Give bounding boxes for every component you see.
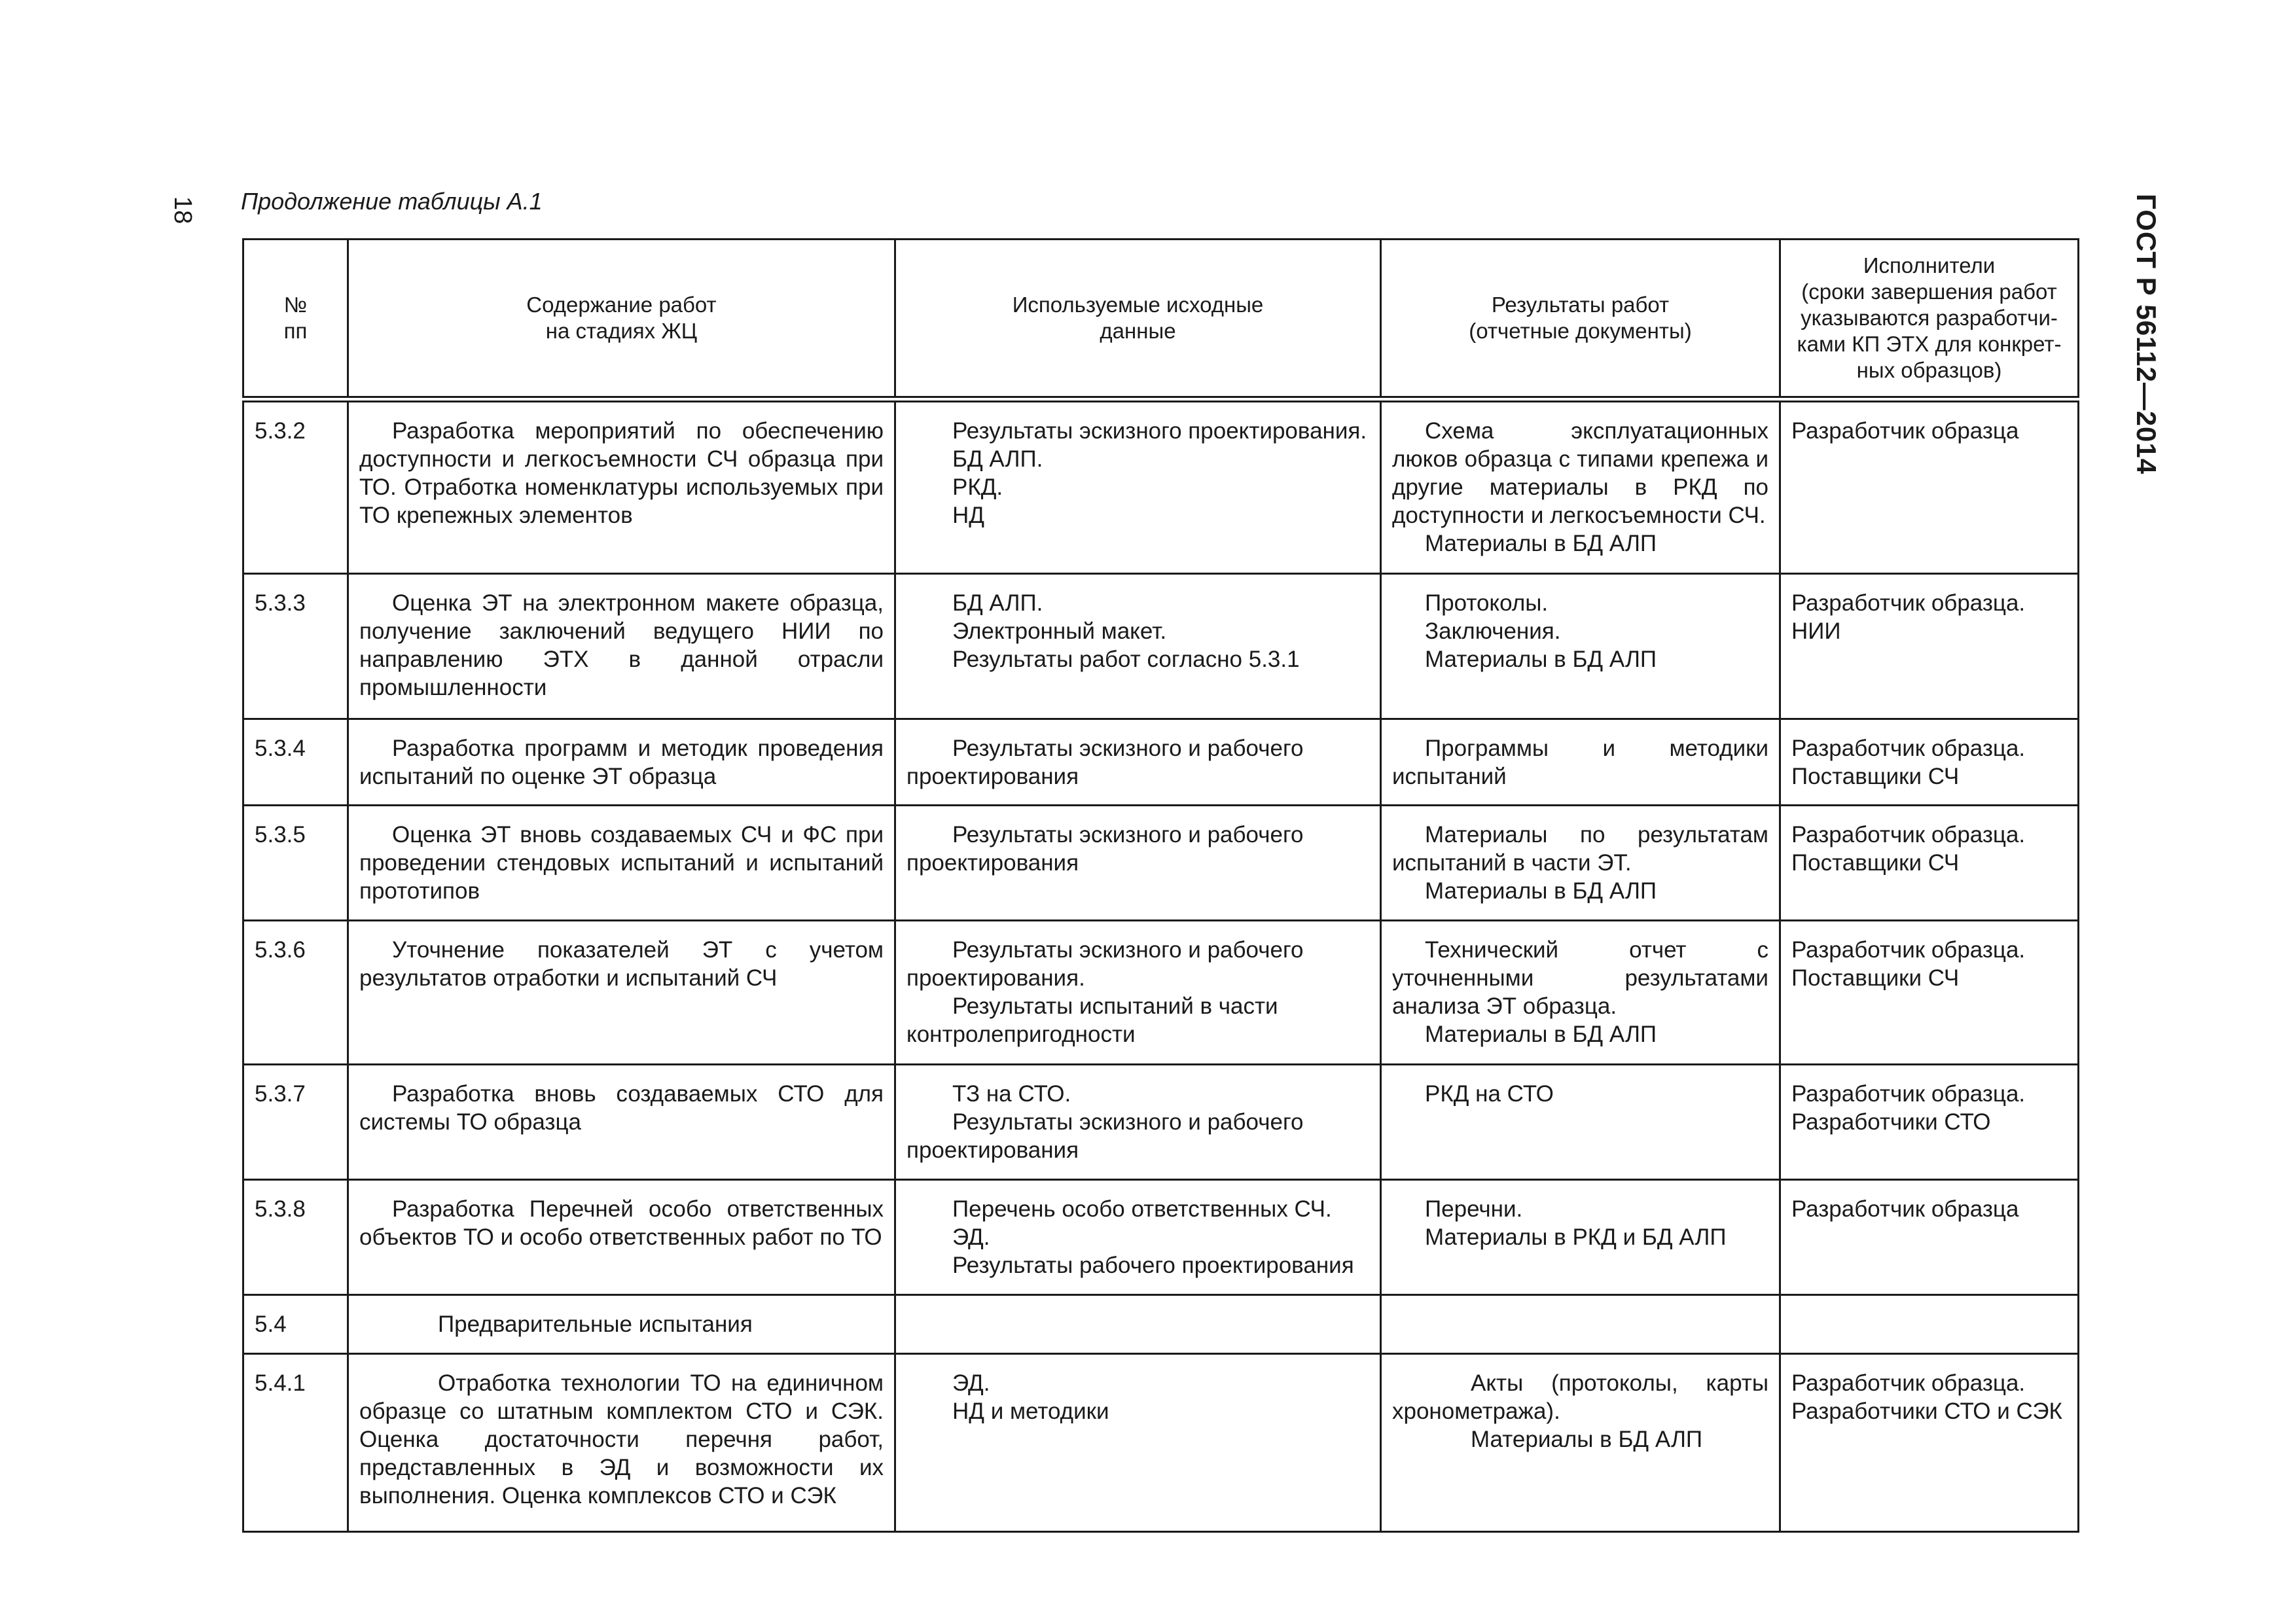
executors-line: Разработчики СТО и СЭК (1791, 1398, 2062, 1424)
executors-line: Разработчик образца (1791, 418, 2019, 444)
header-source-data (895, 240, 1381, 400)
executors-line: НИИ (1791, 618, 1841, 644)
table-row (243, 1294, 2079, 1353)
header-text: Результаты работ (1491, 293, 1670, 317)
work-content-line: Разработка программ и методик проведения испытаний по оценке ЭТ образца (359, 735, 884, 789)
executors-line: Разработчик образца (1791, 1196, 2019, 1222)
executors-cell (1780, 1064, 2079, 1179)
source-data-line: Результаты эскизного проектирования. (952, 418, 1367, 444)
executors-line: Поставщики СЧ (1791, 965, 1960, 991)
executors-line: Разработчик образца. (1791, 1080, 2026, 1107)
results-line: Протоколы. (1425, 590, 1549, 616)
work-content-line: Отработка технологии ТО на единичном образце со штатным комплектом СТО и СЭК. Оценка достаточности перечня работ, представленных в ЭД и возможности их выполнения. Оценка комплексов СТО и СЭК (359, 1370, 884, 1508)
row-number: 5.4.1 (243, 1353, 348, 1531)
source-data-cell (895, 1064, 1381, 1179)
work-content-cell (348, 920, 895, 1064)
results-cell (1381, 573, 1780, 719)
results-line: Акты (протоколы, карты хронометража). (1392, 1370, 1768, 1424)
source-data-line: Результаты эскизного и рабочего проектирования (906, 1109, 1304, 1163)
row-number: 5.3.3 (243, 573, 348, 719)
source-data-line: БД АЛП. (952, 590, 1043, 616)
executors-cell (1780, 805, 2079, 920)
source-data-line: Результаты эскизного и рабочего проектирования (906, 821, 1304, 876)
results-cell (1381, 1064, 1780, 1179)
executors-line: Разработчик образца. (1791, 936, 2026, 963)
source-data-line: ТЗ на СТО. (952, 1080, 1071, 1107)
source-data-line: Электронный макет. (952, 618, 1167, 644)
results-line: Материалы в БД АЛП (1425, 1021, 1657, 1047)
row-number: 5.3.8 (243, 1179, 348, 1294)
source-data-line: Результаты эскизного и рабочего проектирования (906, 735, 1304, 789)
results-line: Материалы в БД АЛП (1471, 1426, 1703, 1452)
row-number: 5.3.5 (243, 805, 348, 920)
header-text: указываются разработчи- (1801, 306, 2058, 330)
header-number (243, 240, 348, 400)
source-data-line: БД АЛП. (952, 446, 1043, 472)
source-data-cell (895, 719, 1381, 805)
source-data-line: ЭД. (952, 1370, 990, 1396)
executors-line: Разработчик образца. (1791, 735, 2026, 761)
executors-cell (1780, 920, 2079, 1064)
header-executors (1780, 240, 2079, 400)
executors-cell (1780, 1353, 2079, 1531)
results-line: Материалы в РКД и БД АЛП (1425, 1224, 1727, 1250)
row-number: 5.3.2 (243, 399, 348, 573)
source-data-line: РКД. (952, 474, 1003, 500)
header-text: пп (283, 319, 308, 343)
header-content (348, 240, 895, 400)
work-content-cell (348, 1179, 895, 1294)
results-cell (1381, 1294, 1780, 1353)
work-content-cell (348, 1294, 895, 1353)
results-cell (1381, 1179, 1780, 1294)
header-row (243, 240, 2079, 400)
results-cell (1381, 920, 1780, 1064)
table-row (243, 1179, 2079, 1294)
source-data-line: Результаты работ согласно 5.3.1 (952, 646, 1300, 672)
work-content-cell (348, 1353, 895, 1531)
executors-cell (1780, 1179, 2079, 1294)
source-data-line: Результаты эскизного и рабочего проектирования. (906, 936, 1304, 991)
results-line: Перечни. (1425, 1196, 1523, 1222)
work-content-line: Уточнение показателей ЭТ с учетом результатов отработки и испытаний СЧ (359, 936, 884, 991)
results-line: РКД на СТО (1425, 1080, 1554, 1107)
executors-line: Разработчик образца. (1791, 821, 2026, 847)
source-data-cell (895, 920, 1381, 1064)
row-number: 5.4 (243, 1294, 348, 1353)
source-data-line: Перечень особо ответственных СЧ. (952, 1196, 1332, 1222)
source-data-cell (895, 1179, 1381, 1294)
work-content-cell (348, 573, 895, 719)
works-table (242, 238, 2079, 1533)
row-number: 5.3.4 (243, 719, 348, 805)
row-number: 5.3.6 (243, 920, 348, 1064)
work-content-cell (348, 805, 895, 920)
header-text: ных образцов) (1856, 358, 2002, 382)
executors-cell (1780, 1294, 2079, 1353)
source-data-line: Результаты рабочего проектирования (952, 1252, 1354, 1278)
source-data-cell (895, 805, 1381, 920)
table-row (243, 920, 2079, 1064)
work-content-line: Предварительные испытания (438, 1311, 753, 1337)
header-results (1381, 240, 1780, 400)
work-content-line: Разработка мероприятий по обеспечению доступности и легкосъемности СЧ образца при ТО. Отработка номенклатуры используемых при ТО крепежных элементов (359, 418, 884, 528)
results-cell (1381, 719, 1780, 805)
work-content-cell (348, 719, 895, 805)
source-data-cell (895, 573, 1381, 719)
header-text: (отчетные документы) (1469, 319, 1692, 343)
header-text: (сроки завершения работ (1801, 279, 2057, 304)
table-row (243, 399, 2079, 573)
executors-line: Поставщики СЧ (1791, 849, 1960, 876)
work-content-line: Оценка ЭТ на электронном макете образца, получение заключений ведущего НИИ по направлению ЭТХ в данной отрасли промышленности (359, 590, 884, 700)
executors-line: Разработчик образца. (1791, 590, 2026, 616)
header-text: на стадиях ЖЦ (545, 319, 698, 343)
page-number: 18 (169, 196, 196, 224)
results-line: Программы и методики испытаний (1392, 735, 1768, 789)
executors-line: Разработчики СТО (1791, 1109, 1991, 1135)
work-content-cell (348, 399, 895, 573)
results-cell (1381, 399, 1780, 573)
header-text: № (283, 293, 308, 317)
table-row (243, 805, 2079, 920)
work-content-cell (348, 1064, 895, 1179)
executors-cell (1780, 719, 2079, 805)
row-number: 5.3.7 (243, 1064, 348, 1179)
header-text: данные (1100, 319, 1176, 343)
results-line: Материалы в БД АЛП (1425, 646, 1657, 672)
source-data-line: НД и методики (952, 1398, 1109, 1424)
source-data-cell (895, 1294, 1381, 1353)
results-line: Технический отчет с уточненными результатами анализа ЭТ образца. (1392, 936, 1768, 1019)
results-line: Схема эксплуатационных люков образца с типами крепежа и другие материалы в РКД по доступности и легкосъемности СЧ. (1392, 418, 1768, 528)
results-line: Материалы по результатам испытаний в части ЭТ. (1392, 821, 1768, 876)
results-line: Материалы в БД АЛП (1425, 531, 1657, 556)
executors-line: Поставщики СЧ (1791, 763, 1960, 789)
work-content-line: Оценка ЭТ вновь создаваемых СЧ и ФС при проведении стендовых испытаний и испытаний прототипов (359, 821, 884, 904)
header-text: Содержание работ (526, 293, 717, 317)
results-cell (1381, 805, 1780, 920)
work-content-line: Разработка Перечней особо ответственных объектов ТО и особо ответственных работ по ТО (359, 1196, 884, 1250)
table-row (243, 719, 2079, 805)
table-row (243, 573, 2079, 719)
source-data-cell (895, 399, 1381, 573)
executors-cell (1780, 573, 2079, 719)
executors-line: Разработчик образца. (1791, 1370, 2026, 1396)
work-content-line: Разработка вновь создаваемых СТО для системы ТО образца (359, 1080, 884, 1135)
source-data-line: Результаты испытаний в части контролепригодности (906, 993, 1278, 1047)
source-data-line: НД (952, 503, 984, 528)
table-caption: Продолжение таблицы А.1 (241, 188, 543, 215)
results-line: Материалы в БД АЛП (1425, 878, 1657, 904)
header-text: Используемые исходные (1012, 293, 1264, 317)
table-row (243, 1353, 2079, 1531)
table-row (243, 1064, 2079, 1179)
header-text: Исполнители (1863, 253, 1996, 277)
table-header (243, 240, 2079, 400)
document-code: ГОСТ Р 56112—2014 (2131, 194, 2162, 475)
header-text: ками КП ЭТХ для конкрет- (1797, 332, 2062, 356)
results-line: Заключения. (1425, 618, 1561, 644)
source-data-line: ЭД. (952, 1224, 990, 1250)
results-cell (1381, 1353, 1780, 1531)
executors-cell (1780, 399, 2079, 573)
table-body (243, 399, 2079, 1531)
source-data-cell (895, 1353, 1381, 1531)
